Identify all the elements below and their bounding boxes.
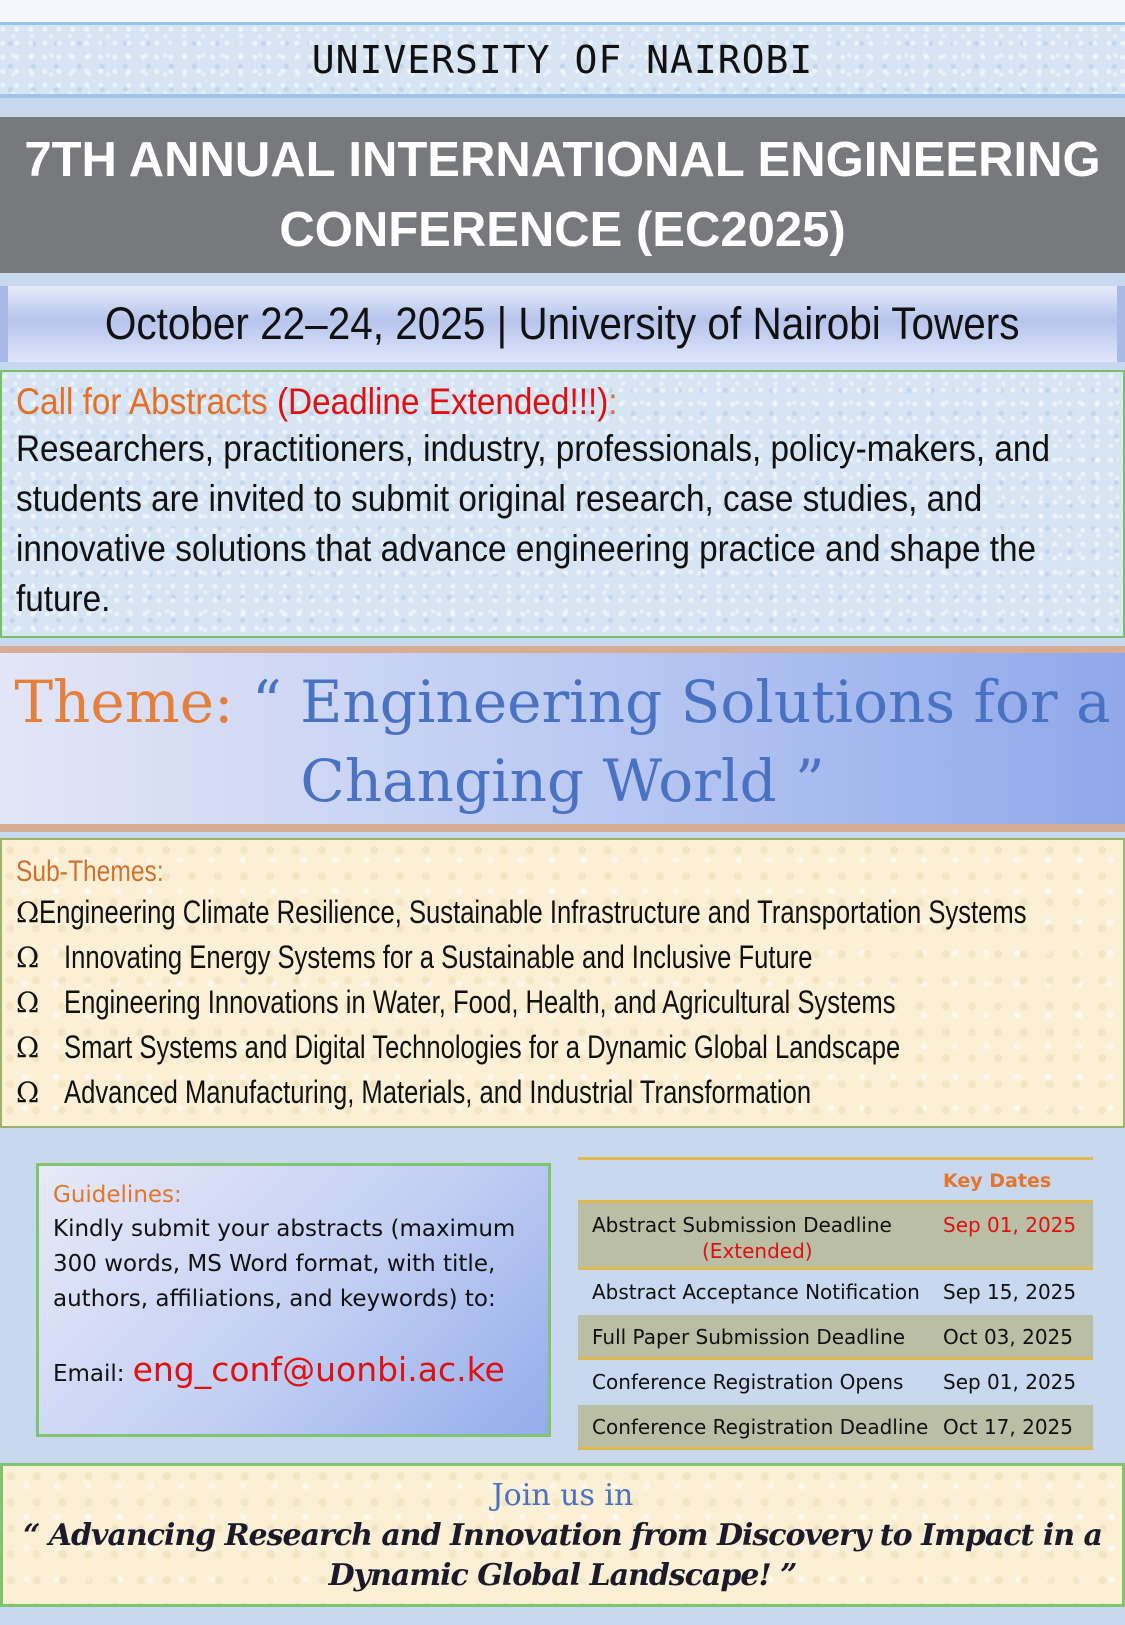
guidelines-label: Guidelines: xyxy=(53,1182,182,1208)
theme-label: Theme: xyxy=(14,668,234,736)
date-item-value: Oct 17, 2025 xyxy=(943,1415,1073,1439)
table-row xyxy=(578,1203,1093,1270)
call-label: Call for Abstracts xyxy=(16,381,277,422)
guidelines-box xyxy=(36,1163,551,1437)
email-link[interactable]: eng_conf@uonbi.ac.ke xyxy=(132,1350,505,1389)
call-for-abstracts-box xyxy=(0,370,1125,638)
university-name: UNIVERSITY OF NAIROBI xyxy=(311,37,814,82)
date-venue: October 22–24, 2025 | University of Nairobi Towers xyxy=(105,298,1020,349)
list-item xyxy=(16,890,1109,935)
join-label: Join us in xyxy=(491,1478,634,1513)
subthemes-box xyxy=(0,838,1125,1128)
date-item-name: Full Paper Submission Deadline xyxy=(592,1325,906,1349)
subtheme-text: Smart Systems and Digital Technologies for a Dynamic Global Landscape xyxy=(63,1029,900,1065)
omega-bullet-icon: Ω xyxy=(16,1031,40,1064)
list-item xyxy=(16,1025,1109,1070)
date-item-value: Sep 01, 2025 xyxy=(943,1213,1077,1237)
table-row xyxy=(578,1405,1093,1450)
subtheme-text: Engineering Climate Resilience, Sustainable Infrastructure and Transportation Systems xyxy=(39,894,1027,930)
table-row xyxy=(578,1360,1093,1405)
omega-bullet-icon: Ω xyxy=(16,986,40,1019)
email-row xyxy=(53,1350,534,1389)
conference-title-band xyxy=(0,117,1125,273)
date-item-name: Conference Registration Deadline xyxy=(592,1415,929,1439)
subtheme-text: Advanced Manufacturing, Materials, and Industrial Transformation xyxy=(64,1074,812,1110)
date-item-value: Sep 15, 2025 xyxy=(943,1280,1077,1304)
date-item-value: Oct 03, 2025 xyxy=(943,1325,1073,1349)
key-dates-label: Key Dates xyxy=(943,1170,1052,1192)
guidelines-body: Kindly submit your abstracts (maximum 300 words, MS Word format, with title, authors, affiliations, and keywords) to: xyxy=(53,1216,516,1312)
table-row xyxy=(578,1270,1093,1315)
omega-bullet-icon: Ω xyxy=(16,941,40,974)
date-item-name: Conference Registration Opens xyxy=(592,1370,904,1394)
deadline-extended-note: (Deadline Extended!!!) xyxy=(276,381,609,422)
date-item-name: Abstract Submission Deadline xyxy=(592,1213,892,1237)
extended-note: (Extended) xyxy=(702,1239,813,1263)
omega-bullet-icon: Ω xyxy=(16,896,40,929)
call-colon: : xyxy=(608,381,618,422)
call-body: Researchers, practitioners, industry, professionals, policy-makers, and students are invited to submit original research, case studies, and innovative solutions that advance engineering practice and shape the future. xyxy=(16,428,1050,619)
subtheme-text: Engineering Innovations in Water, Food, Health, and Agricultural Systems xyxy=(64,984,896,1020)
closing-box xyxy=(0,1463,1125,1607)
key-dates-table xyxy=(578,1157,1093,1450)
subthemes-label: Sub-Themes: xyxy=(16,855,164,888)
top-strip xyxy=(0,0,1125,22)
conference-title: 7TH ANNUAL INTERNATIONAL ENGINEERING CONFERENCE (EC2025) xyxy=(24,133,1101,257)
subtheme-text: Innovating Energy Systems for a Sustainable and Inclusive Future xyxy=(64,939,813,975)
theme-text xyxy=(0,653,1125,821)
date-item-name: Abstract Acceptance Notification xyxy=(592,1280,920,1304)
list-item xyxy=(16,1070,1109,1115)
closing-quote: “ Advancing Research and Innovation from Discovery to Impact in a Dynamic Global Landscape! ” xyxy=(23,1518,1102,1593)
university-band xyxy=(0,22,1125,98)
table-row xyxy=(578,1315,1093,1360)
theme-band xyxy=(0,646,1125,832)
email-label: Email: xyxy=(53,1361,125,1387)
list-item xyxy=(16,935,1109,980)
list-item xyxy=(16,980,1109,1025)
omega-bullet-icon: Ω xyxy=(16,1076,40,1109)
call-heading xyxy=(16,380,1000,424)
key-dates-header xyxy=(578,1160,1093,1203)
date-item-value: Sep 01, 2025 xyxy=(943,1370,1077,1394)
theme-title: “ Engineering Solutions for a Changing World ” xyxy=(233,668,1111,815)
date-venue-band xyxy=(0,286,1125,362)
